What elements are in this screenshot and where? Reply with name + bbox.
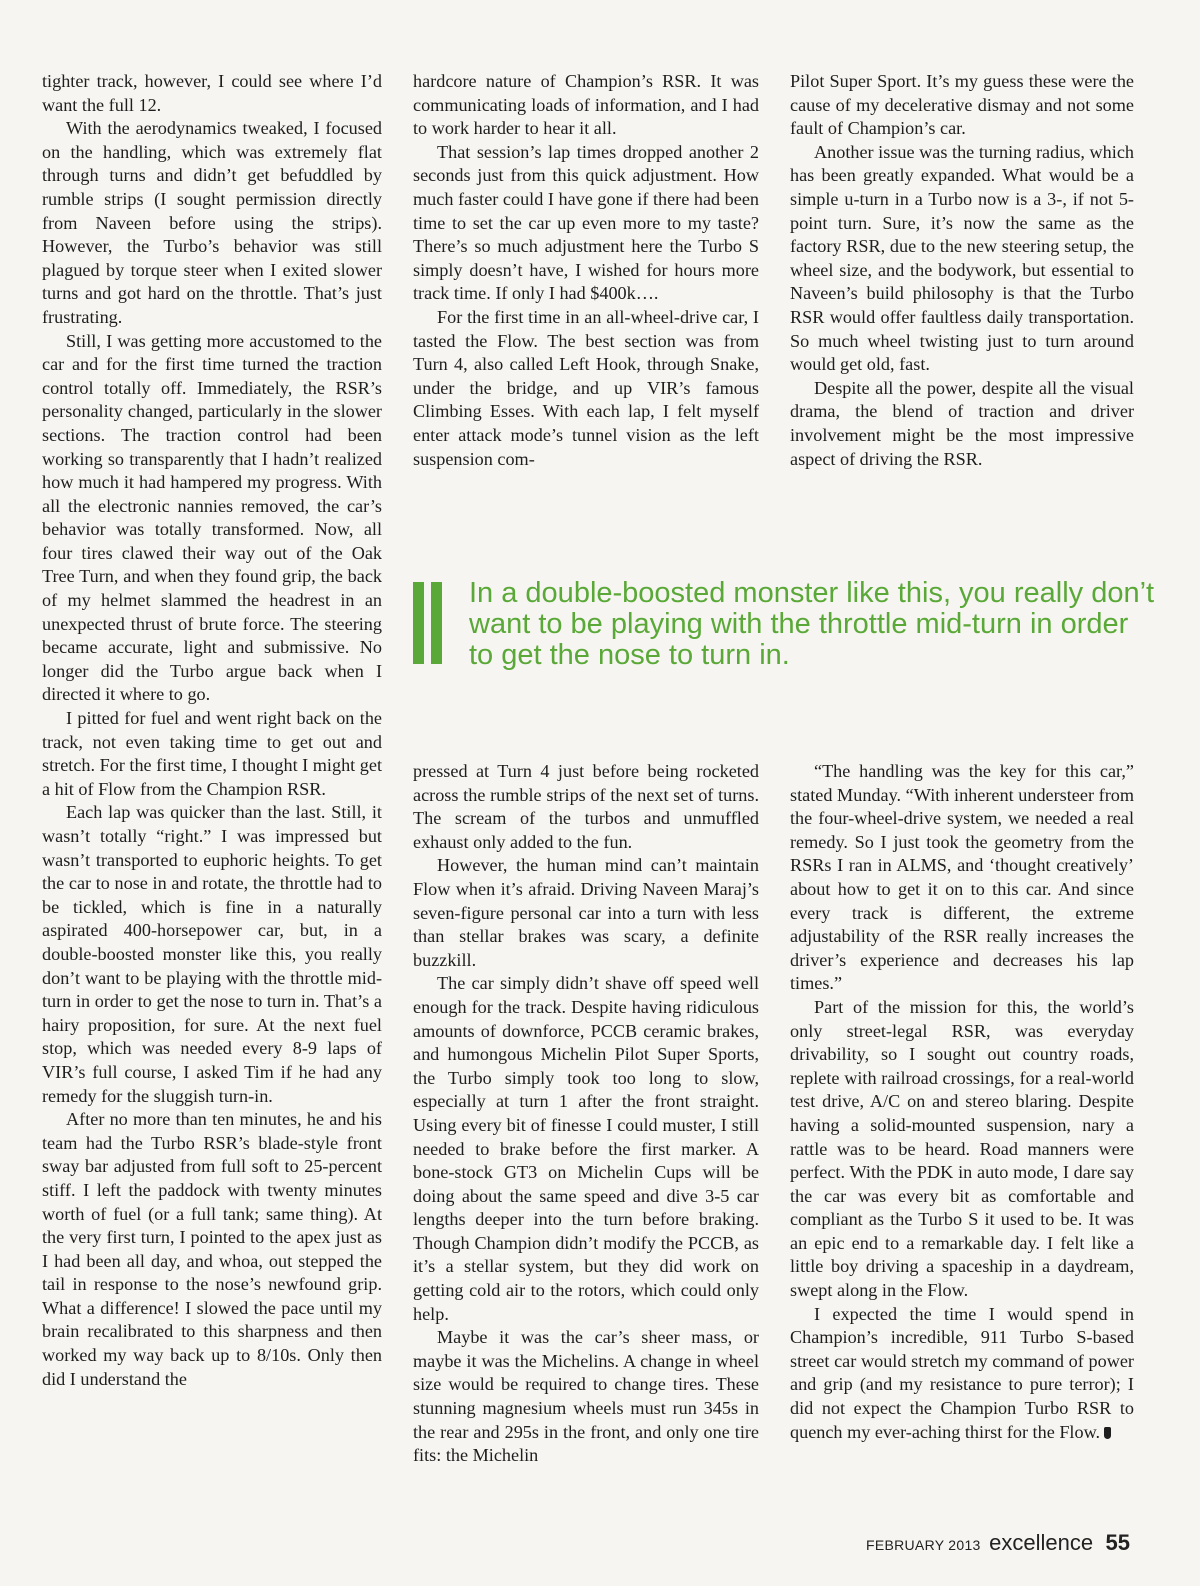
paragraph: Each lap was quicker than the last. Still, it wasn’t totally “right.” I was impressed but wasn’t transported to euphoric heights. To get the car to nose in and rotate, the throttle had to be tickled, which is fine in a naturally aspirated 400-horsepower car, but, in a double-boosted monster like this, you really don’t want to be playing with the throttle mid-turn in order to get the nose to turn in. That’s a hairy proposition, for sure. At the next fuel stop, which was needed every 8-9 laps of VIR’s full course, I asked Tim if he had any remedy for the sluggish turn-in. — [42, 802, 382, 1106]
quote-bar-icon — [413, 582, 424, 664]
paragraph: After no more than ten minutes, he and his team had the Turbo RSR’s blade-style front sway bar adjusted from full soft to 25-percent stiff. I left the paddock with twenty minutes worth of fuel (or a full tank; same thing). At the very first turn, I pointed to the apex just as I had been all day, and whoa, out stepped the tail in response to the nose’s newfound grip. What a difference! I slowed the pace until my brain recalibrated to this sharpness and then worked my way back up to 8/10s. Only then did I understand the — [42, 1109, 382, 1389]
paragraph: Despite all the power, despite all the visual drama, the blend of traction and driver involvement might be the most impressive aspect of driving the RSR. — [790, 377, 1134, 469]
article-column-1 — [42, 70, 382, 1391]
article-column-2-top — [413, 70, 759, 471]
issue-date: FEBRUARY 2013 — [865, 1537, 981, 1553]
paragraph: pressed at Turn 4 just before being rocketed across the rumble strips of the next set of turns. The scream of the turbos and unmuffled exhaust only added to the fun. — [413, 761, 759, 852]
article-column-3-top — [790, 70, 1134, 471]
paragraph: Part of the mission for this, the world’s only street-legal RSR, was everyday drivability, so I sought out country roads, replete with railroad crossings, for a real-world test drive, A/C on and stereo blaring. Despite having a solid-mounted suspension, nary a rattle was to be heard. Road manners were perfect. With the PDK in auto mode, I dare say the car was every bit as comfortable and compliant as the Turbo S it used to be. It was an epic end to a remarkable day. I felt like a little boy driving a spaceship in a daydream, swept along in the Flow. — [790, 996, 1134, 1301]
paragraph: Still, I was getting more accustomed to the car and for the first time turned the traction control totally off. Immediately, the RSR’s personality changed, particularly in the slower sections. The traction control had been working so transparently that I hadn’t realized how much it had hampered my progress. With all the electronic nannies removed, the car’s behavior was totally transformed. Now, all four tires clawed their way out of the Oak Tree Turn, and when they found grip, the back of my helmet slammed the headrest in an unexpected thrust of brute force. The steering became accurate, light and submissive. No longer did the Turbo argue back when I directed it where to go. — [42, 330, 382, 705]
paragraph: “The handling was the key for this car,” stated Munday. “With inherent understeer from the four-wheel-drive system, we needed a real remedy. So I just took the geometry from the RSRs I ran in ALMS, and ‘thought creatively’ about how to get it on to this car. And since every track is different, the extreme adjustability of the RSR really increases the driver’s experience and decreases his lap times.” — [790, 761, 1134, 994]
paragraph: tighter track, however, I could see where I’d want the full 12. — [42, 71, 382, 115]
article-column-2-bottom — [413, 760, 759, 1468]
paragraph: The car simply didn’t shave off speed well enough for the track. Despite having ridiculous amounts of downforce, PCCB ceramic brakes, and humongous Michelin Pilot Super Sports, the Turbo simply took too long to slow, especially at turn 1 after the front straight. Using every bit of finesse I could muster, I still needed to brake before the first marker. A bone-stock GT3 on Michelin Cups will be doing about the same speed and dive 3-5 car lengths deeper into the turn before braking. Though Champion didn’t modify the PCCB, as it’s a stellar system, but they did work on getting cold air to the rotors, which could only help. — [413, 973, 759, 1324]
paragraph: That session’s lap times dropped another 2 seconds just from this quick adjustment. How much faster could I have gone if there had been time to set the car up even more to my taste? There’s so much adjustment here the Turbo S simply doesn’t have, I wished for hours more track time. If only I had $400k…. — [413, 141, 759, 304]
paragraph — [790, 1303, 1134, 1445]
end-of-article-icon — [1104, 1427, 1111, 1439]
pull-quote-text: In a double-boosted monster like this, you really don’t want to be playing with the throttle mid-turn in order to get the nose to turn in. — [469, 577, 1155, 671]
page-footer — [866, 1530, 1130, 1556]
paragraph: Pilot Super Sport. It’s my guess these were the cause of my decelerative dismay and not some fault of Champion’s car. — [790, 71, 1134, 139]
paragraph: hardcore nature of Champion’s RSR. It was communicating loads of information, and I had to work harder to hear it all. — [413, 71, 759, 139]
paragraph: With the aerodynamics tweaked, I focused on the handling, which was extremely flat through turns and didn’t get befuddled by rumble strips (I sought permission directly from Naveen before using the strips). However, the Turbo’s behavior was still plagued by torque steer when I exited slower turns and got hard on the throttle. That’s just frustrating. — [42, 118, 382, 327]
page-number: 55 — [1105, 1530, 1130, 1555]
paragraph: Maybe it was the car’s sheer mass, or maybe it was the Michelins. A change in wheel size would be required to change tires. These stunning magnesium wheels must run 345s in the rear and 295s in the front, and only one tire fits: the Michelin — [413, 1327, 759, 1466]
paragraph: For the first time in an all-wheel-drive car, I tasted the Flow. The best section was from Turn 4, also called Left Hook, through Snake, under the bridge, and up VIR’s famous Climbing Esses. With each lap, I felt myself enter attack mode’s tunnel vision as the left suspension com- — [413, 306, 759, 469]
paragraph: However, the human mind can’t maintain Flow when it’s afraid. Driving Naveen Maraj’s seven-figure personal car into a turn with less than stellar brakes was scary, a definite buzzkill. — [413, 855, 759, 970]
paragraph: I pitted for fuel and went right back on the track, not even taking time to get out and stretch. For the first time, I thought I might get a hit of Flow from the Champion RSR. — [42, 708, 382, 799]
quote-bar-icon — [431, 582, 442, 664]
magazine-name: excellence — [989, 1530, 1094, 1555]
pull-quote — [413, 577, 1155, 671]
paragraph-text: I expected the time I would spend in Champion’s incredible, 911 Turbo S-based street car would stretch my command of power and grip (and my resistance to pure terror); I did not expect the Champion Turbo RSR to quench my ever-aching thirst for the Flow. — [790, 1303, 1134, 1442]
paragraph: Another issue was the turning radius, which has been greatly expanded. What would be a simple u-turn in a Turbo now is a 3-, if not 5-point turn. Sure, it’s now the same as the factory RSR, due to the new steering setup, the wheel size, and the bodywork, but essential to Naveen’s build philosophy is that the Turbo RSR would offer faultless daily transportation. So much wheel twisting just to turn around would get old, fast. — [790, 141, 1134, 375]
article-column-3-bottom — [790, 760, 1134, 1444]
